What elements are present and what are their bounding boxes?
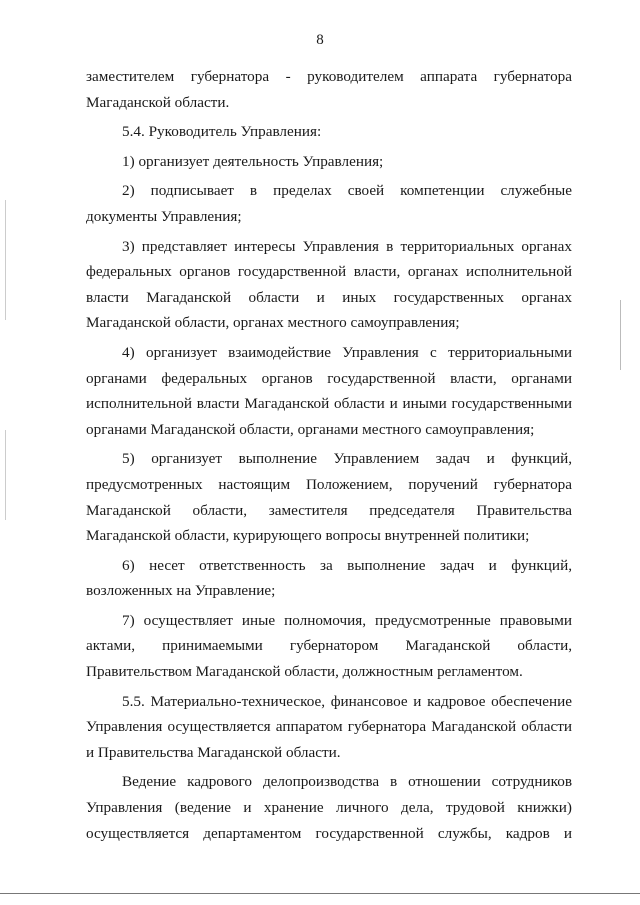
document-body bbox=[86, 64, 572, 846]
text-line: 3) представляет интересы Управления в территориальных органах bbox=[122, 237, 572, 255]
text-line: 4) организует взаимодействие Управления с территориальными bbox=[122, 343, 572, 361]
text-line: органами федеральных органов государственной власти, органами bbox=[86, 369, 572, 387]
text-line: документы Управления; bbox=[86, 207, 242, 225]
page-bottom-edge bbox=[0, 893, 640, 894]
text-line: осуществляется департаментом государственной службы, кадров и bbox=[86, 824, 572, 842]
text-line: Правительством Магаданской области, должностным регламентом. bbox=[86, 663, 523, 681]
text-line: 5.4. Руководитель Управления: bbox=[122, 123, 322, 141]
scan-edge-mark bbox=[5, 200, 6, 320]
text-line: актами, принимаемыми губернатором Магаданской области, bbox=[86, 637, 572, 655]
text-line: Магаданской области, органах местного самоуправления; bbox=[86, 314, 460, 332]
text-line: возложенных на Управление; bbox=[86, 582, 276, 600]
text-line: власти Магаданской области и иных государственных органах bbox=[86, 288, 572, 306]
text-line: Магаданской области. bbox=[86, 93, 230, 111]
text-line: Магаданской области, заместителя председателя Правительства bbox=[86, 501, 572, 519]
text-line: заместителем губернатора - руководителем аппарата губернатора bbox=[86, 68, 572, 85]
text-line: предусмотренных настоящим Положением, поручений губернатора bbox=[86, 475, 572, 493]
text-line: 5.5. Материально-техническое, финансовое и кадровое обеспечение bbox=[122, 692, 572, 710]
text-line: Управления (ведение и хранение личного дела, трудовой книжки) bbox=[86, 799, 572, 817]
text-line: федеральных органов государственной власти, органах исполнительной bbox=[86, 263, 572, 281]
text-line: 2) подписывает в пределах своей компетенции служебные bbox=[122, 182, 572, 200]
text-line: 1) организует деятельность Управления; bbox=[122, 152, 384, 170]
text-line: исполнительной власти Магаданской области и иными государственными bbox=[86, 395, 572, 413]
scan-edge-mark bbox=[620, 300, 621, 370]
text-line: 6) несет ответственность за выполнение задач и функций, bbox=[122, 556, 572, 574]
text-line: Ведение кадрового делопроизводства в отношении сотрудников bbox=[122, 773, 572, 791]
text-line: 7) осуществляет иные полномочия, предусмотренные правовыми bbox=[122, 611, 572, 629]
text-line: и Правительства Магаданской области. bbox=[86, 743, 341, 761]
page-number: 8 bbox=[316, 32, 324, 48]
text-line: Магаданской области, курирующего вопросы внутренней политики; bbox=[86, 527, 530, 545]
text-line: 5) организует выполнение Управлением задач и функций, bbox=[122, 450, 572, 468]
scan-edge-mark bbox=[5, 430, 6, 520]
text-line: органами Магаданской области, органами местного самоуправления; bbox=[86, 420, 535, 438]
text-line: Управления осуществляется аппаратом губернатора Магаданской области bbox=[86, 718, 572, 736]
